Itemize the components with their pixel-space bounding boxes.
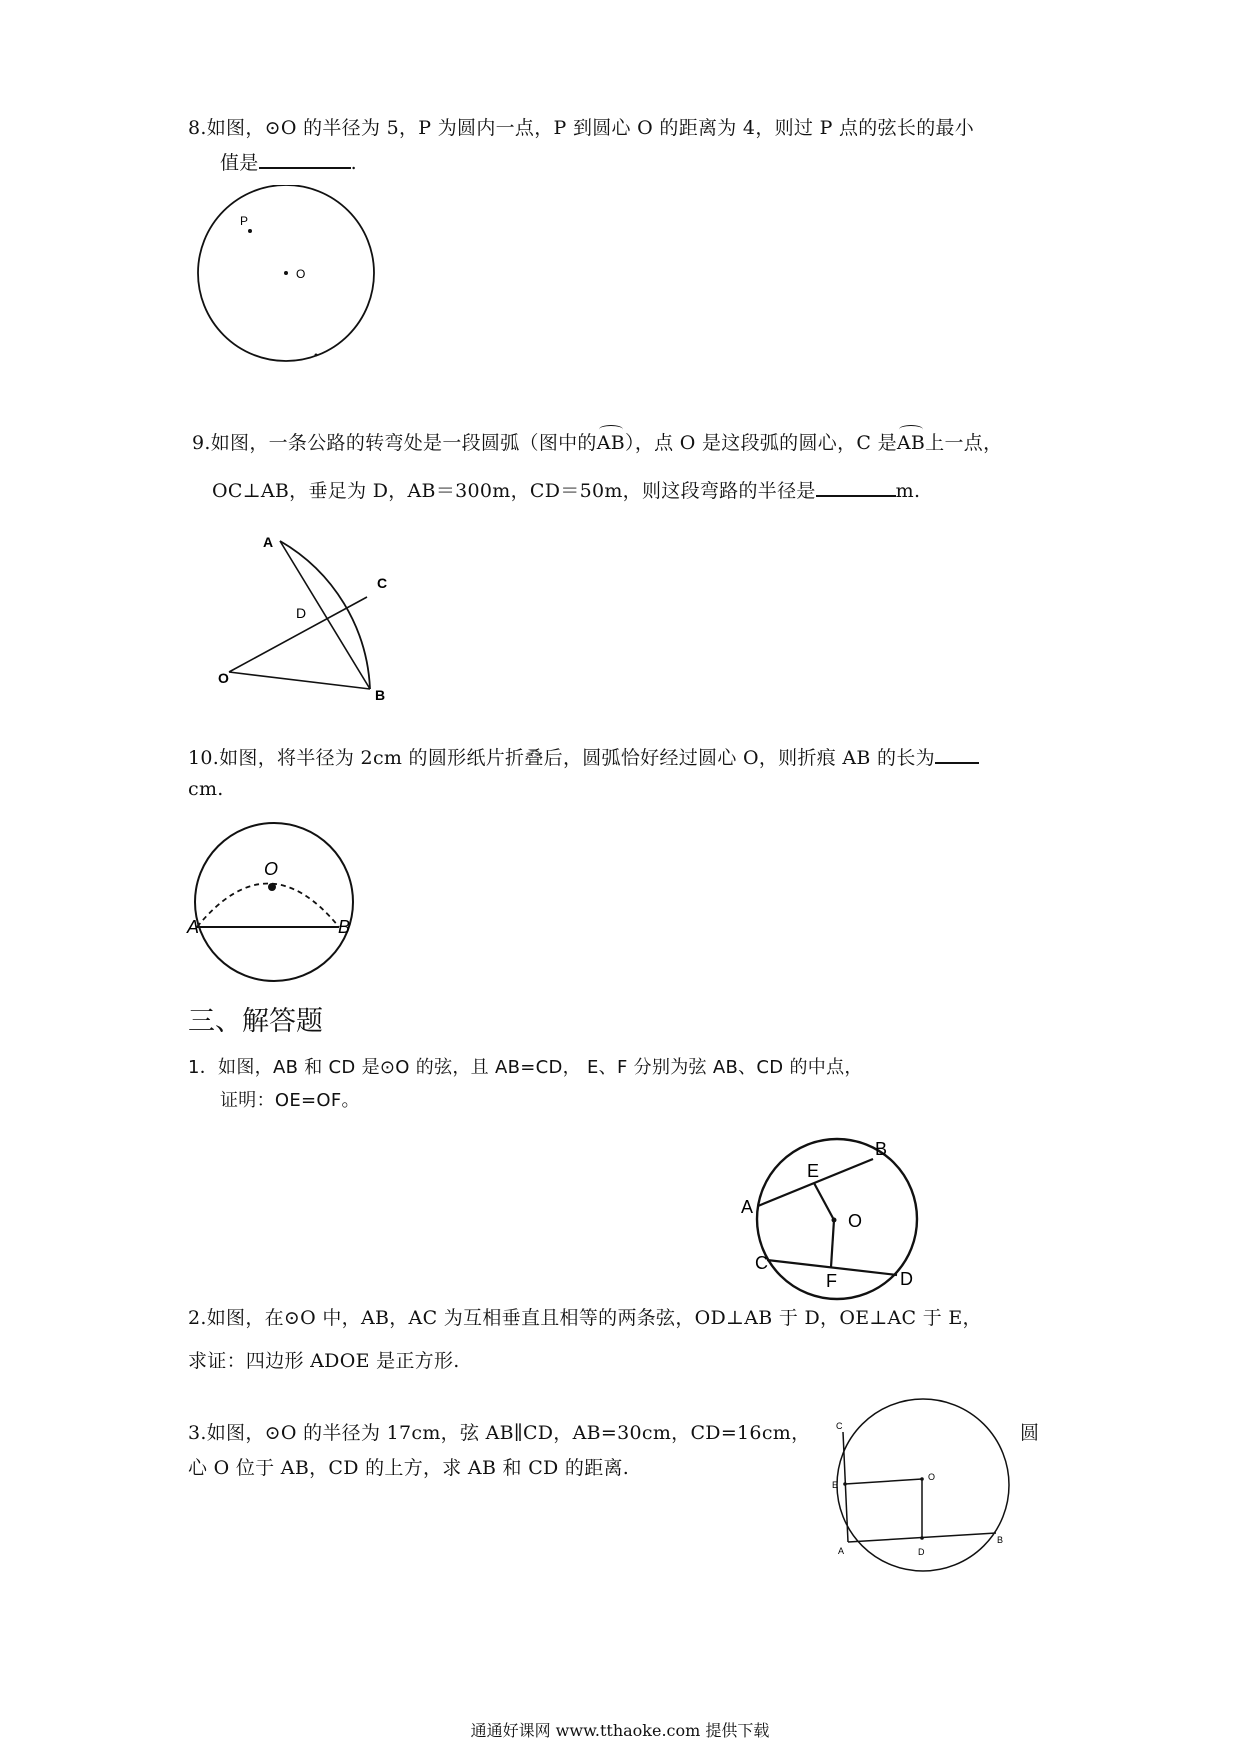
q10-label-o: O [264,859,279,879]
p1-label-d: D [900,1269,913,1289]
q8-line2-suffix: . [350,152,357,174]
q9-label-d: D [296,605,307,621]
q8-line1: 8.如图，⊙O 的半径为 5，P 为圆内一点，P 到圆心 O 的距离为 4，则过 P 点的弦长的最小 [188,117,975,139]
q8-point-p [248,229,252,233]
q10-circle [195,823,353,981]
p2-line1: 2.如图，在⊙O 中，AB，AC 为互相垂直且相等的两条弦，OD⊥AB 于 D，OE⊥AC 于 E， [188,1307,982,1329]
p1-figure [735,1125,935,1309]
section-title: 三、解答题 [188,1006,323,1037]
p1-segment-of [831,1220,834,1267]
q9-label-b: B [375,687,386,703]
p3-line1a: 3.如图，⊙O 的半径为 17cm，弦 AB∥CD，AB=30cm，CD=16cm， [188,1422,811,1444]
p3-line1b: 圆 [1020,1422,1040,1444]
q9-line2 [212,477,920,504]
page-footer: 通通好课网 www.tthaoke.com 提供下载 [470,1721,770,1740]
q8-point-o [284,271,288,275]
p1-line2: 证明：OE=OF。 [220,1090,360,1111]
q9-label-c: C [377,575,388,591]
p1-point-o [832,1218,837,1223]
p3-label-e: E [832,1480,839,1490]
p3-label-c: C [836,1421,843,1431]
p1-label-o: O [848,1211,863,1231]
p3-label-b: B [997,1535,1004,1545]
q9-line1-b: ），点 O 是这段弧的圆心，C 是 [625,432,897,454]
q8-label-p: P [240,214,249,228]
p3-circle [837,1399,1009,1571]
p3-point-e [843,1482,847,1486]
q10-fold-arc [197,884,339,928]
q9-segment-ob [229,672,370,689]
q8-line2 [220,149,357,176]
p1-label-c: C [755,1253,768,1273]
p1-label-e: E [807,1161,820,1181]
q10-figure [185,820,365,994]
q9-line2-prefix: OC⊥AB，垂足为 D，AB＝300m，CD＝50m，则这段弯路的半径是 [212,480,816,502]
q10-line1 [188,744,979,771]
q8-figure [190,185,380,369]
p2-line2: 求证：四边形 ADOE 是正方形. [188,1350,460,1372]
p3-line2: 心 O 位于 AB，CD 的上方，求 AB 和 CD 的距离. [188,1457,630,1479]
q9-line1-a: 9.如图，一条公路的转弯处是一段圆弧（图中的 [192,432,597,454]
q9-line2-suffix: m. [895,480,921,502]
p1-line1: 1．如图，AB 和 CD 是⊙O 的弦，且 AB=CD， E、F 分别为弦 AB、CD 的中点， [188,1057,863,1078]
q10-label-b: B [338,917,351,937]
q9-line1 [192,430,1002,456]
q10-answer-blank[interactable] [935,744,979,764]
p3-figure [828,1395,1018,1584]
q9-figure [210,525,410,714]
q9-chord-ab [280,541,370,689]
q10-line2: cm. [188,778,224,800]
p1-label-f: F [826,1271,837,1291]
q9-label-a: A [263,534,274,550]
p3-label-a: A [838,1546,845,1556]
p1-segment-oe [814,1183,834,1220]
q9-arc-ab-1: AB [596,432,626,454]
p3-label-d: D [918,1547,925,1557]
q10-label-a: A [187,917,200,937]
q9-answer-blank[interactable] [816,477,896,497]
q8-label-o: O [296,267,306,281]
q8-line2-prefix: 值是 [220,152,259,174]
q9-label-o: O [218,670,229,686]
q9-arc-ab-2: AB [896,432,926,454]
q8-point-bottom [315,354,318,357]
q10-line1-text: 10.如图，将半径为 2cm 的圆形纸片折叠后，圆弧恰好经过圆心 O，则折痕 AB 的长为 [188,747,935,769]
p3-label-o: O [928,1472,936,1482]
p1-label-a: A [741,1197,754,1217]
p1-label-b: B [875,1139,888,1159]
q9-line1-c: 上一点， [925,432,1003,454]
p3-point-o [920,1477,924,1481]
p3-segment-eo [845,1479,922,1484]
p3-point-d [920,1536,924,1540]
q10-point-o [268,883,276,891]
q8-answer-blank[interactable] [259,149,351,169]
